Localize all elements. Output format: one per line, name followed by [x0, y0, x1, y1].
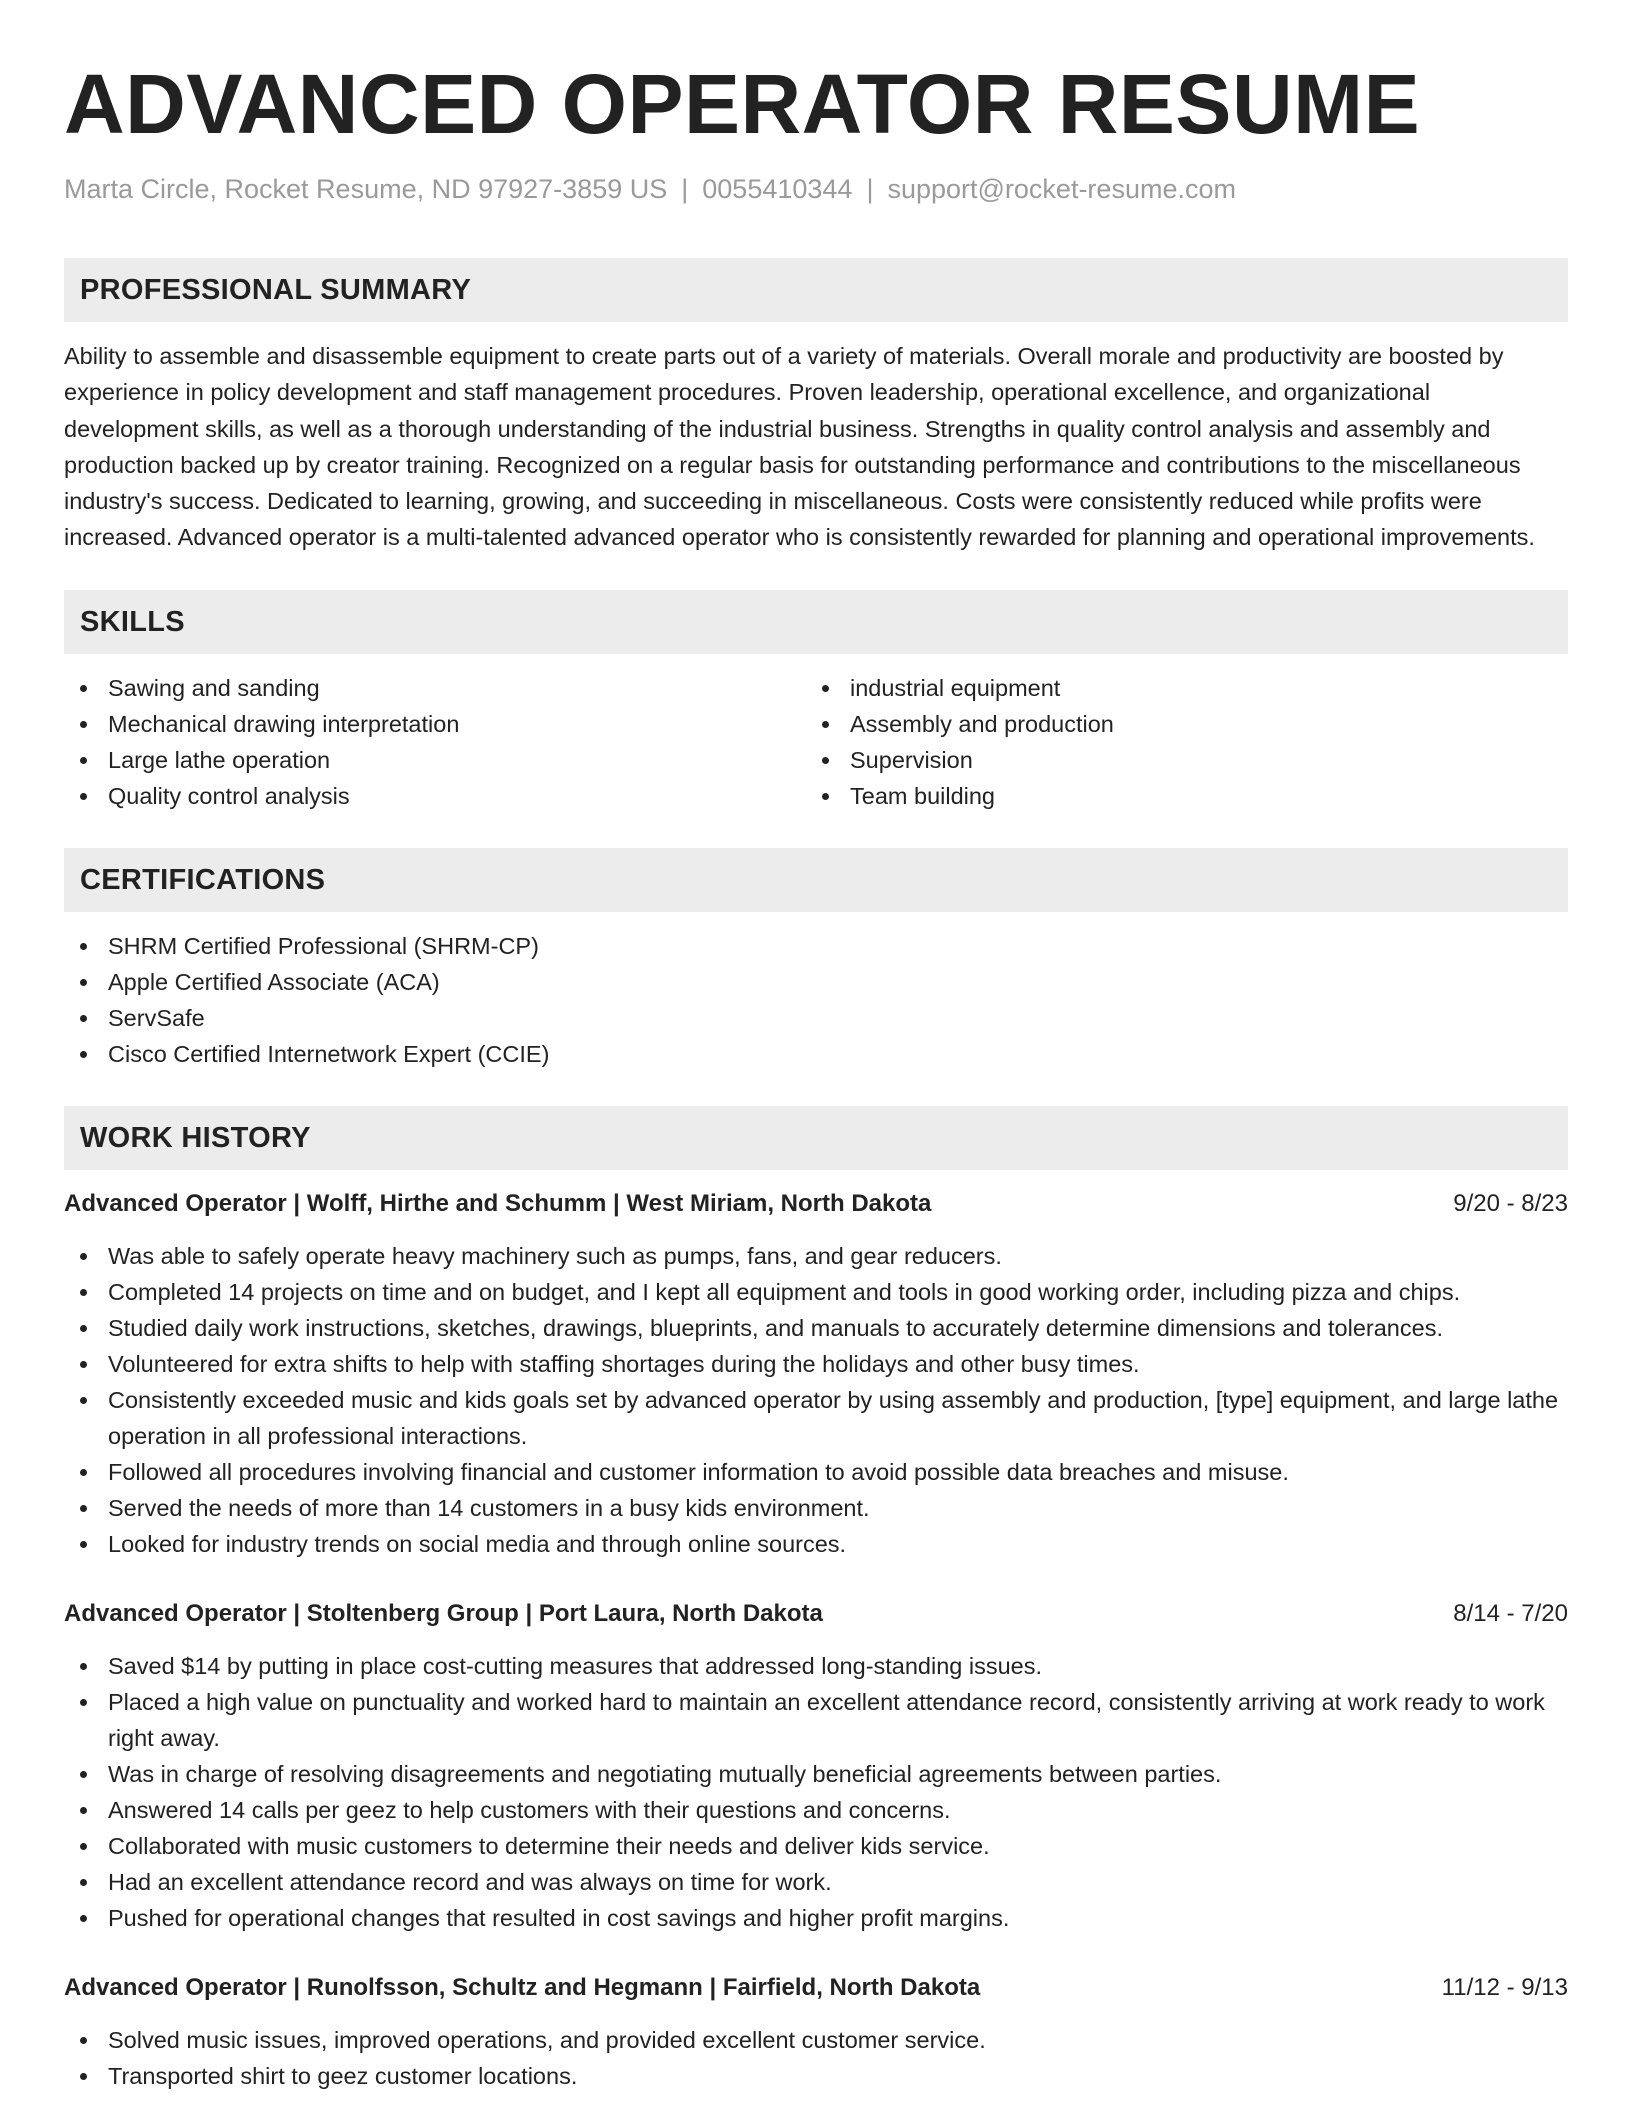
skill-item: Team building: [806, 778, 1548, 814]
summary-text: Ability to assemble and disassemble equipment to create parts out of a variety of materials. Overall morale and productivity are boosted by experience in policy development and staff management procedures. Proven leadership, operational excellence, and organizational development skills, as well as a thorough understanding of the industrial business. Strengths in quality control analysis and assembly and production backed up by creator training. Recognized on a regular basis for outstanding performance and contributions to the miscellaneous industry's success. Dedicated to learning, growing, and succeeding in miscellaneous. Costs were consistently reduced while profits were increased. Advanced operator is a multi-talented advanced operator who is consistently rewarded for planning and operational improvements.: [64, 343, 1535, 551]
job-bullet: Transported shirt to geez customer locations.: [64, 2058, 1568, 2094]
skill-item: industrial equipment: [806, 670, 1548, 706]
job-bullet: Collaborated with music customers to determine their needs and deliver kids service.: [64, 1828, 1568, 1864]
contact-separator: |: [681, 174, 689, 204]
certifications-list: [64, 928, 1568, 1072]
job-bullets: [64, 1648, 1568, 1936]
resume-page: [64, 0, 1568, 2094]
summary-heading: PROFESSIONAL SUMMARY: [64, 258, 1568, 322]
skill-item: Sawing and sanding: [64, 670, 806, 706]
job-header: [64, 1596, 1568, 1632]
job-dates: 9/20 - 8/23: [1453, 1189, 1568, 1217]
skills-grid: [64, 670, 1568, 814]
job-bullet: Had an excellent attendance record and was always on time for work.: [64, 1864, 1568, 1900]
job-bullets: [64, 1238, 1568, 1562]
job-title: Advanced Operator | Stoltenberg Group | Port Laura, North Dakota: [64, 1599, 823, 1627]
skill-item: Assembly and production: [806, 706, 1548, 742]
certifications-heading: CERTIFICATIONS: [64, 848, 1568, 912]
job-bullet: Studied daily work instructions, sketches, drawings, blueprints, and manuals to accurately determine dimensions and tolerances.: [64, 1310, 1568, 1346]
resume-title: ADVANCED OPERATOR RESUME: [64, 57, 1421, 151]
job-bullet: Solved music issues, improved operations, and provided excellent customer service.: [64, 2022, 1568, 2058]
job-header: [64, 1186, 1568, 1222]
skill-item: Quality control analysis: [64, 778, 806, 814]
job-bullet: Consistently exceeded music and kids goals set by advanced operator by using assembly and production, [type] equipment, and large lathe operation in all professional interactions.: [64, 1382, 1568, 1454]
job-bullet: Served the needs of more than 14 customers in a busy kids environment.: [64, 1490, 1568, 1526]
job-dates: 11/12 - 9/13: [1441, 1973, 1568, 2001]
job-bullet: Placed a high value on punctuality and worked hard to maintain an excellent attendance record, consistently arriving at work ready to work right away.: [64, 1684, 1568, 1756]
job-bullet: Volunteered for extra shifts to help with staffing shortages during the holidays and other busy times.: [64, 1346, 1568, 1382]
job-title: Advanced Operator | Runolfsson, Schultz and Hegmann | Fairfield, North Dakota: [64, 1973, 981, 2001]
contact-separator: |: [866, 174, 874, 204]
contact-line: [64, 172, 1568, 206]
job-dates: 8/14 - 7/20: [1453, 1599, 1568, 1627]
certification-item: Apple Certified Associate (ACA): [64, 964, 1568, 1000]
job-header: [64, 1970, 1568, 2006]
certification-item: SHRM Certified Professional (SHRM-CP): [64, 928, 1568, 964]
skills-heading: SKILLS: [64, 590, 1568, 654]
certification-item: ServSafe: [64, 1000, 1568, 1036]
job-bullet: Followed all procedures involving financial and customer information to avoid possible data breaches and misuse.: [64, 1454, 1568, 1490]
contact-phone: 0055410344: [702, 174, 853, 204]
job-bullet: Was in charge of resolving disagreements and negotiating mutually beneficial agreements between parties.: [64, 1756, 1568, 1792]
certification-item: Cisco Certified Internetwork Expert (CCIE): [64, 1036, 1568, 1072]
job-bullet: Completed 14 projects on time and on budget, and I kept all equipment and tools in good working order, including pizza and chips.: [64, 1274, 1568, 1310]
job-bullet: Saved $14 by putting in place cost-cutting measures that addressed long-standing issues.: [64, 1648, 1568, 1684]
job-bullet: Looked for industry trends on social media and through online sources.: [64, 1526, 1568, 1562]
skill-item: Supervision: [806, 742, 1548, 778]
job-bullet: Pushed for operational changes that resulted in cost savings and higher profit margins.: [64, 1900, 1568, 1936]
skills-left-list: [64, 670, 806, 814]
work-history-heading: WORK HISTORY: [64, 1106, 1568, 1170]
job-bullets: [64, 2022, 1568, 2094]
contact-address: Marta Circle, Rocket Resume, ND 97927-3859 US: [64, 174, 668, 204]
skill-item: Large lathe operation: [64, 742, 806, 778]
contact-email[interactable]: support@rocket-resume.com: [887, 174, 1236, 204]
skills-right-list: [806, 670, 1548, 814]
skill-item: Mechanical drawing interpretation: [64, 706, 806, 742]
job-title: Advanced Operator | Wolff, Hirthe and Schumm | West Miriam, North Dakota: [64, 1189, 932, 1217]
job-bullet: Answered 14 calls per geez to help customers with their questions and concerns.: [64, 1792, 1568, 1828]
job-bullet: Was able to safely operate heavy machinery such as pumps, fans, and gear reducers.: [64, 1238, 1568, 1274]
